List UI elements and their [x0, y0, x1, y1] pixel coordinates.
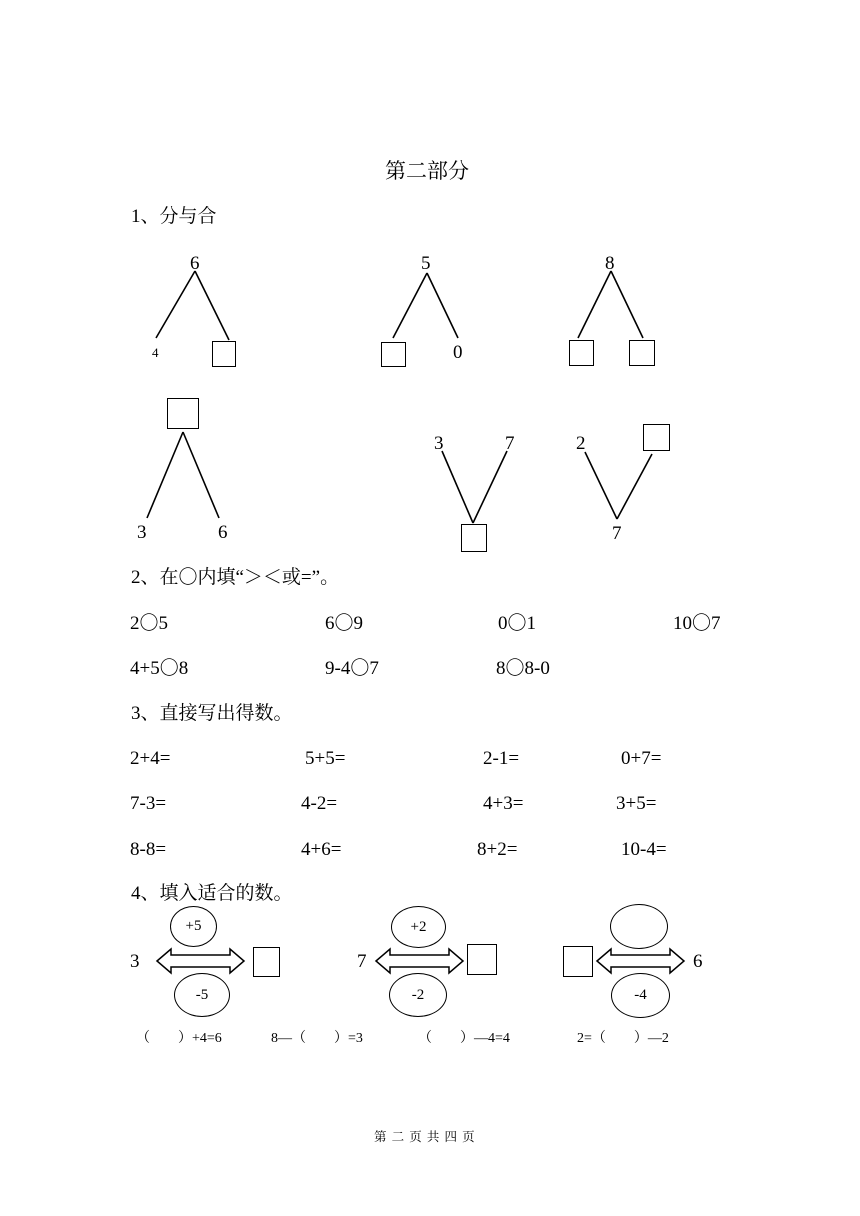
- compare-item[interactable]: 8〇8-0: [496, 658, 550, 679]
- op-ellipse-bottom: -4: [611, 973, 670, 1018]
- calc-item[interactable]: 4+3=: [483, 793, 524, 814]
- group-3-answer-box[interactable]: [563, 946, 593, 977]
- op-ellipse-top: +5: [170, 906, 217, 947]
- double-arrow-icon: [157, 949, 244, 973]
- tree-4-left: 3: [137, 522, 147, 543]
- tree-4-right: 6: [218, 522, 228, 543]
- op-ellipse-top: +2: [391, 906, 446, 948]
- calc-item[interactable]: 5+5=: [305, 748, 346, 769]
- calc-item[interactable]: 3+5=: [616, 793, 657, 814]
- section-1-heading: 1、分与合: [131, 206, 217, 227]
- op-ellipse-bottom: -5: [174, 973, 230, 1017]
- double-arrow-icon: [376, 949, 463, 973]
- calc-item[interactable]: 10-4=: [621, 839, 667, 860]
- tree-6-bottom: 7: [612, 523, 622, 544]
- section-2-heading: 2、在〇内填“＞＜或=”。: [131, 567, 340, 588]
- page-footer: 第 二 页 共 四 页: [374, 1130, 476, 1144]
- calc-item[interactable]: 4-2=: [301, 793, 338, 814]
- group-1-left-number: 3: [130, 951, 140, 972]
- double-arrow-icon: [597, 949, 684, 973]
- tree-5-left: 3: [434, 433, 444, 454]
- calc-item[interactable]: 2-1=: [483, 748, 520, 769]
- calc-item[interactable]: 2+4=: [130, 748, 171, 769]
- tree-1-left: 4: [152, 345, 159, 360]
- fill-equation[interactable]: 8—（ ）=3: [271, 1031, 363, 1046]
- compare-item[interactable]: 2〇5: [130, 613, 169, 634]
- section-4-heading: 4、填入适合的数。: [131, 883, 293, 904]
- section-3-heading: 3、直接写出得数。: [131, 703, 293, 724]
- tree-6-left: 2: [576, 433, 586, 454]
- op-ellipse-top[interactable]: [610, 904, 668, 949]
- compare-item[interactable]: 4+5〇8: [130, 658, 189, 679]
- page-title: 第二部分: [385, 159, 469, 183]
- group-1-answer-box[interactable]: [253, 947, 280, 977]
- group-2-left-number: 7: [357, 951, 367, 972]
- calc-item[interactable]: 7-3=: [130, 793, 167, 814]
- group-3-right-number: 6: [693, 951, 703, 972]
- compare-item[interactable]: 6〇9: [325, 613, 364, 634]
- compare-item[interactable]: 0〇1: [498, 613, 537, 634]
- compare-item[interactable]: 10〇7: [673, 613, 721, 634]
- tree-2-top: 5: [421, 253, 431, 274]
- fill-equation[interactable]: （ ）—4=4: [418, 1031, 510, 1046]
- tree-2-right: 0: [453, 342, 463, 363]
- calc-item[interactable]: 8-8=: [130, 839, 167, 860]
- compare-item[interactable]: 9-4〇7: [325, 658, 379, 679]
- group-2-answer-box[interactable]: [467, 944, 497, 975]
- op-ellipse-bottom: -2: [389, 973, 447, 1017]
- fill-equation[interactable]: 2=（ ）—2: [577, 1031, 669, 1046]
- calc-item[interactable]: 4+6=: [301, 839, 342, 860]
- calc-item[interactable]: 0+7=: [621, 748, 662, 769]
- tree-3-top: 8: [605, 253, 615, 274]
- calc-item[interactable]: 8+2=: [477, 839, 518, 860]
- tree-1-top: 6: [190, 253, 200, 274]
- fill-equation[interactable]: （ ）+4=6: [136, 1031, 222, 1046]
- tree-5-right: 7: [505, 433, 515, 454]
